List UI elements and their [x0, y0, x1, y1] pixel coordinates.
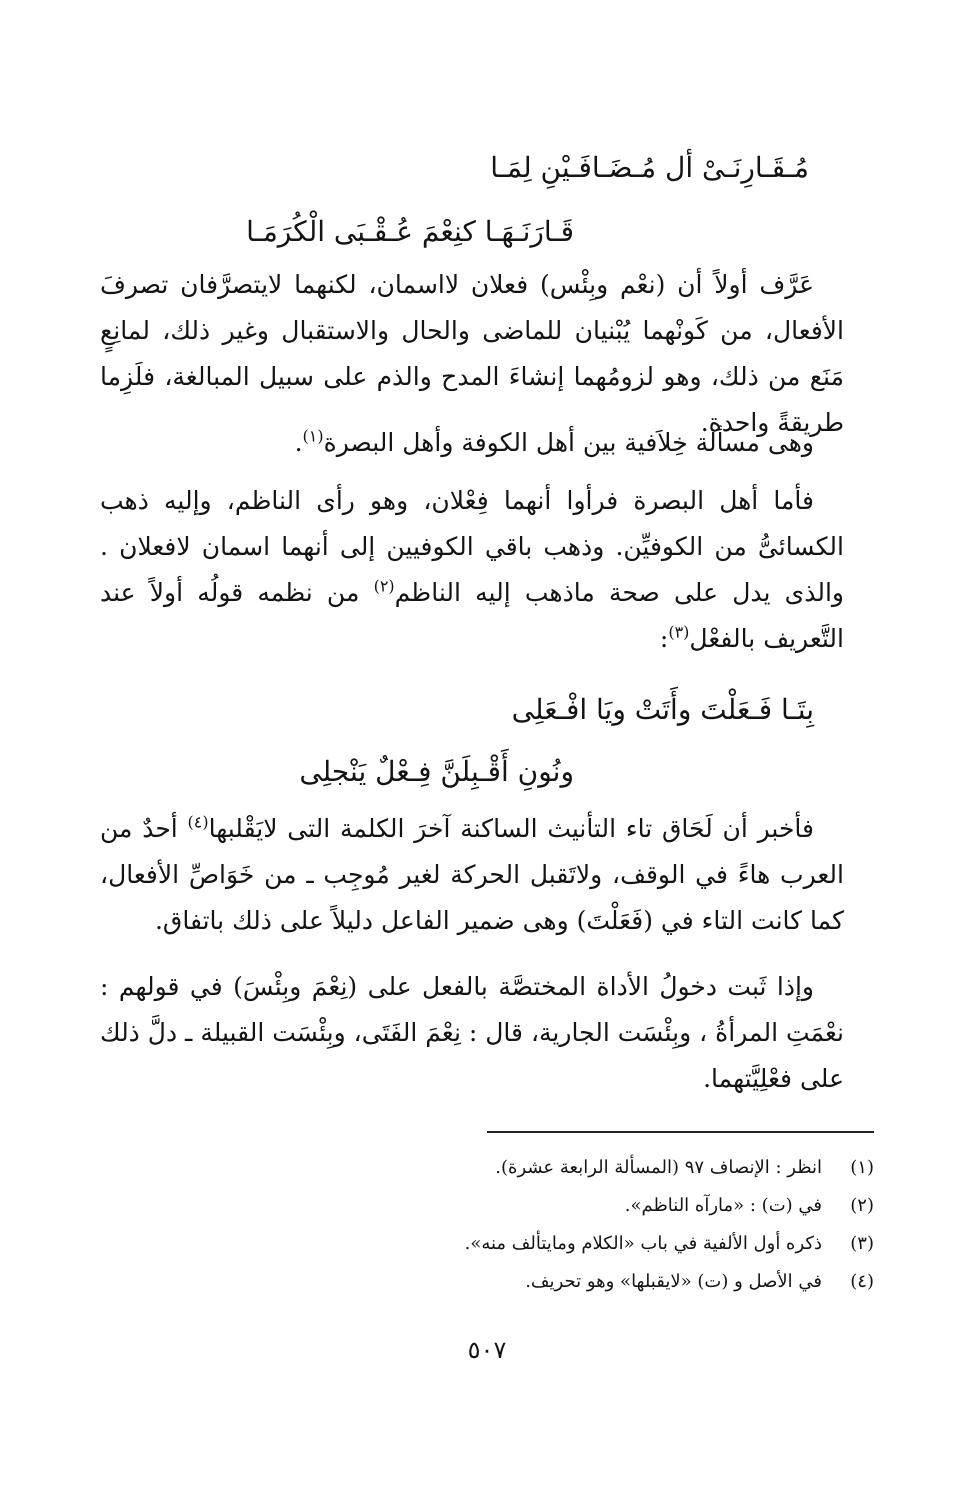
paragraph-1-text: عَرَّف أولاً أن (نعْم وبِئْس) فعلان لااسمان، لكنهما لايتصرَّفان تصرفَ الأفعال، من كَونْهما يُبْنيان للماضى والحال والاستقبال وغير ذلك، لمانِعٍ مَنَع من ذلك، وهو لزومُهما إنشاءَ المدح والذم على سبيل المبالغة، فلَزِما طريقةً واحدة.: [100, 270, 844, 437]
footnote-text: في الأصل و (ت) «لايقبلها» وهو تحريف.: [525, 1270, 822, 1292]
paragraph-3-text-a: فأما أهل البصرة فرأوا أنهما فِعْلان، وهو رأى الناظم، وإليه ذهب الكسائىُّ من الكوفيِّن. وذهب باقي الكوفيين إلى أنهما اسمان لافعلان . والذى يدل على صحة ماذهب إليه الناظم: [100, 486, 844, 607]
verse-line-2: قَـارَنَـهَـا كنِعْمَ عُـقْـبَى الْكُرَمَـا: [246, 215, 574, 248]
footnotes: [94, 1148, 874, 1300]
paragraph-2: [100, 420, 844, 466]
paragraph-5: [100, 964, 844, 1102]
footnote-ref-2: (٢): [373, 576, 395, 596]
paragraph-3-text-b: من نظمه قولُه أولاً عند التَّعريف بالفعْل: [100, 578, 844, 653]
verse-line-3: بِتَـا فَـعَلْتَ وأَتَتْ ويَا افْـعَلِى: [511, 693, 814, 726]
footnote-item: [94, 1186, 874, 1224]
footnote-text: انظر : الإنصاف ٩٧ (المسألة الرابعة عشرة).: [495, 1156, 822, 1178]
footnote-number: (٤): [850, 1270, 874, 1292]
footnote-item: [94, 1224, 874, 1262]
footnote-number: (٣): [850, 1232, 874, 1254]
footnote-ref-1: (١): [302, 426, 324, 446]
paragraph-4-text-a: فأخبر أن لَحَاق تاء التأنيث الساكنة آخرَ الكلمة التى لايَقْلبها: [208, 814, 814, 843]
footnote-ref-4: (٤): [187, 812, 209, 832]
paragraph-2-text: وهى مسألة خِلاَفية بين أهل الكوفة وأهل البصرة: [323, 428, 814, 457]
footnote-item: [94, 1148, 874, 1186]
paragraph-3: [100, 478, 844, 662]
paragraph-1: [100, 262, 844, 446]
paragraph-4: [100, 806, 844, 944]
verse-line-4: ونُونِ أَقْـبِلَنَّ فِـعْلٌ يَنْجلِى: [299, 755, 574, 788]
footnote-number: (١): [850, 1156, 874, 1178]
footnote-ref-3: (٣): [668, 622, 690, 642]
footnote-separator: [487, 1131, 874, 1133]
paragraph-4-text-b: أحدٌ من العرب هاءً في الوقف، ولاتَقبل الحركة لغير مُوجِب ـ من خَوَاصِّ الأفعال، كما كانت التاء في (فَعَلْتَ) وهى ضمير الفاعل دليلاً على ذلك باتفاق.: [100, 814, 844, 935]
footnote-text: في (ت) : «مارآه الناظم».: [624, 1194, 822, 1216]
paragraph-3-end: :: [659, 624, 669, 653]
page-number: ٥٠٧: [467, 1336, 507, 1364]
verse-line-1: مُـقَـارِنَـىْ أل مُـضَـافَـيْنِ لِمَـا: [490, 151, 809, 184]
paragraph-5-text: وإذا ثَبت دخولُ الأداة المختصَّة بالفعل على (نِعْمَ وبِئْسَ) في قولهم : نعْمَتِ المرأةُ ، وبِئْسَت الجارية، قال : نِعْمَ الفَتَى، وبِئْسَت القبيلة ـ دلَّ ذلك على فعْلِيَّتهما.: [100, 972, 844, 1093]
footnote-text: ذكره أول الألفية في باب «الكلام ومايتألف منه».: [464, 1232, 822, 1254]
footnote-number: (٢): [850, 1194, 874, 1216]
paragraph-2-end: .: [294, 428, 303, 457]
footnote-item: [94, 1262, 874, 1300]
